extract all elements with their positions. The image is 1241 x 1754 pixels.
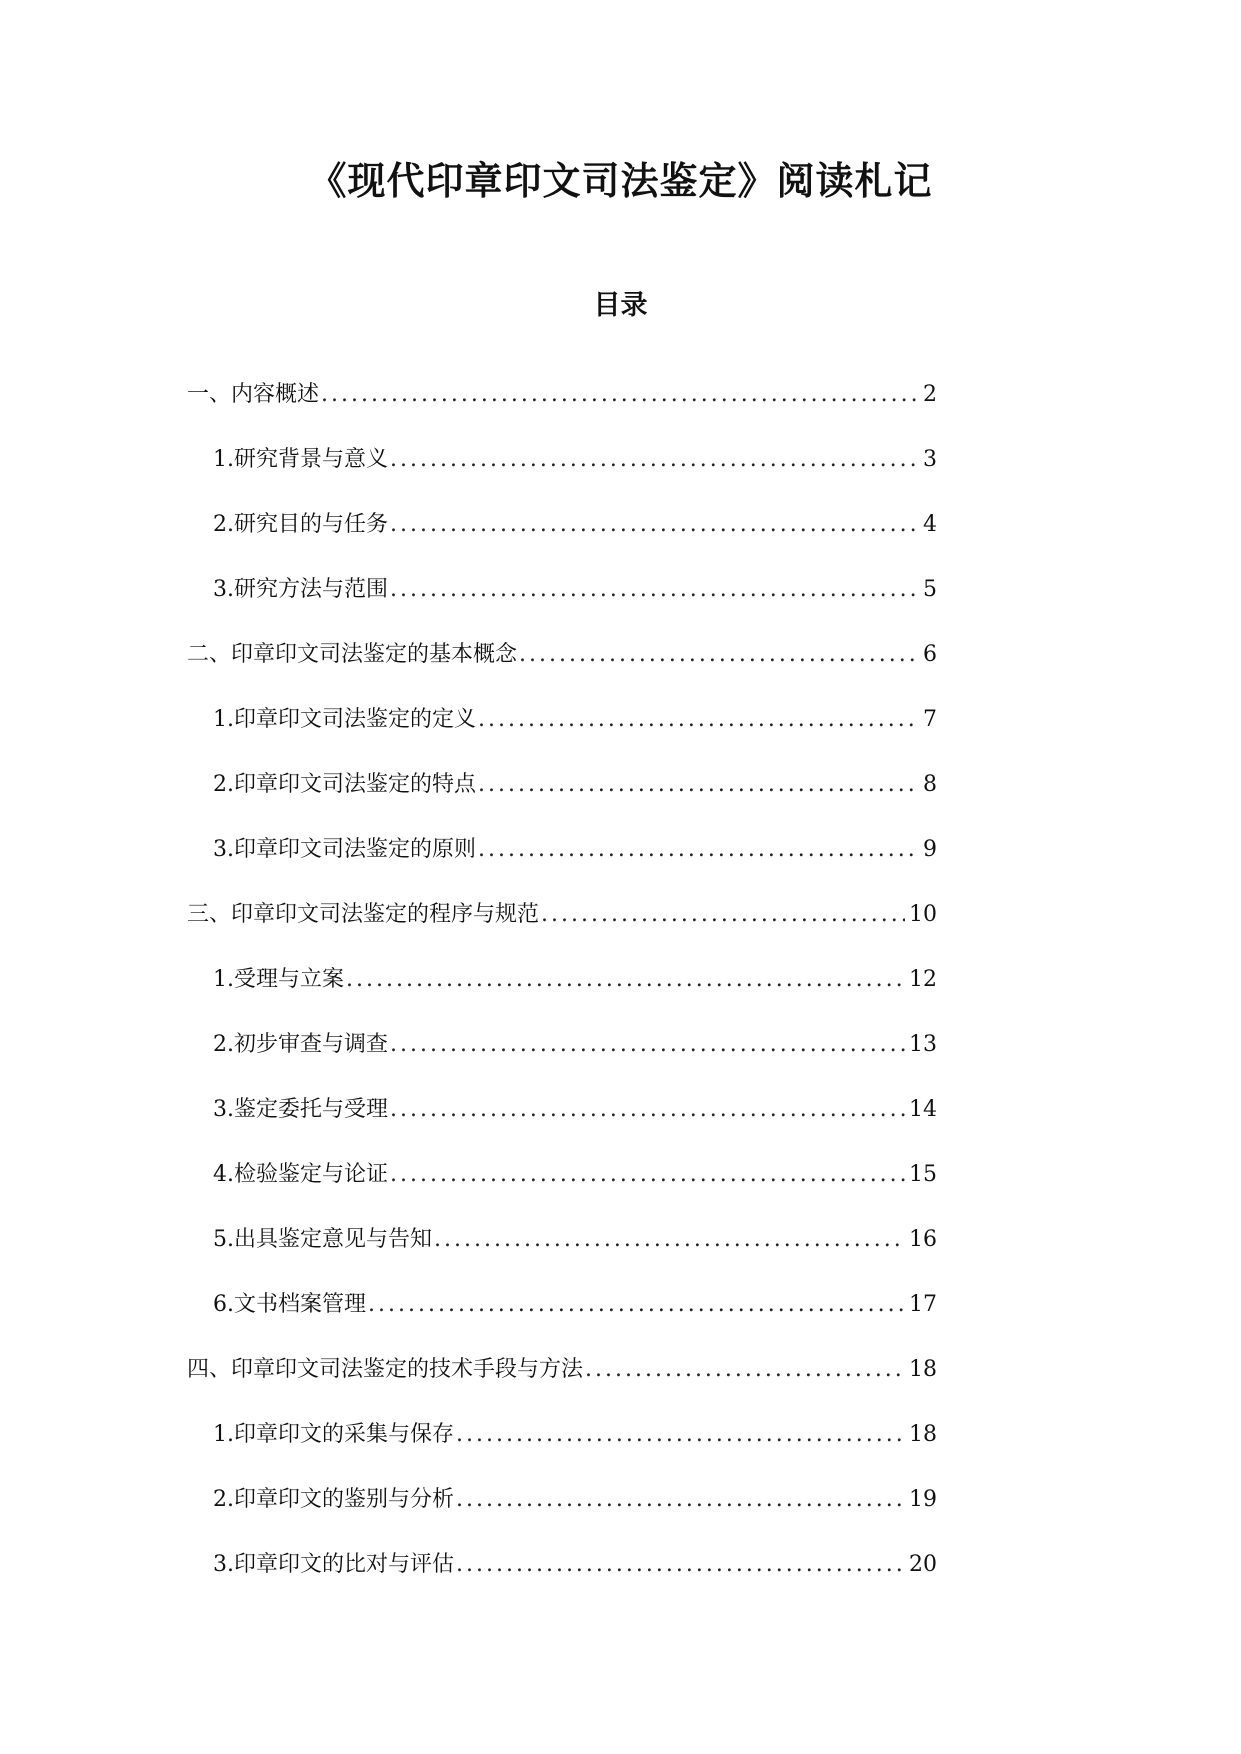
toc-dot-leader [321, 380, 919, 410]
toc-dot-leader [519, 640, 919, 670]
toc-page-number: 19 [909, 1487, 937, 1512]
toc-page-number: 13 [909, 1032, 937, 1057]
toc-entry-number: 4. [213, 1162, 234, 1187]
toc-page-number: 3 [923, 447, 937, 472]
toc-section-entry[interactable] [187, 380, 937, 445]
toc-page-number: 10 [909, 902, 937, 927]
toc-entry-number: 1. [213, 447, 234, 472]
toc-dot-leader [390, 1095, 905, 1125]
toc-page-number: 18 [909, 1422, 937, 1447]
toc-subentry[interactable] [187, 835, 937, 900]
toc-entry-label: 初步审查与调查 [234, 1032, 389, 1057]
toc-subentry[interactable] [187, 965, 937, 1030]
toc-page-number: 4 [923, 512, 937, 537]
toc-subentry[interactable] [187, 1550, 937, 1615]
toc-dot-leader [368, 1290, 905, 1320]
toc-entry-label: 印章印文司法鉴定的特点 [234, 772, 477, 797]
toc-dot-leader [478, 835, 919, 865]
toc-page-number: 20 [909, 1552, 937, 1577]
toc-entry-number: 2. [213, 1032, 234, 1057]
toc-dot-leader [390, 445, 919, 475]
toc-entry-label: 研究目的与任务 [234, 512, 389, 537]
toc-dot-leader [456, 1420, 905, 1450]
toc-page-number: 5 [923, 577, 937, 602]
toc-entry-label: 文书档案管理 [234, 1292, 367, 1317]
toc-entry-number: 3. [213, 577, 234, 602]
toc-entry-number: 2. [213, 512, 234, 537]
toc-section-entry[interactable] [187, 1355, 937, 1420]
toc-dot-leader [541, 900, 905, 930]
toc-page-number: 7 [923, 707, 937, 732]
toc-dot-leader [434, 1225, 905, 1255]
toc-section-entry[interactable] [187, 640, 937, 705]
toc-entry-number: 6. [213, 1292, 234, 1317]
toc-entry-label: 检验鉴定与论证 [234, 1162, 389, 1187]
toc-entry-number: 1. [213, 707, 234, 732]
toc-entry-number: 3. [213, 1552, 234, 1577]
toc-page-number: 15 [909, 1162, 937, 1187]
toc-entry-label: 出具鉴定意见与告知 [234, 1227, 433, 1252]
toc-subentry[interactable] [187, 770, 937, 835]
toc-entry-number: 2. [213, 772, 234, 797]
table-of-contents [187, 380, 937, 1615]
toc-dot-leader [456, 1550, 905, 1580]
toc-page-number: 8 [923, 772, 937, 797]
toc-entry-label: 印章印文的鉴别与分析 [234, 1487, 455, 1512]
toc-subentry[interactable] [187, 1160, 937, 1225]
toc-page-number: 17 [909, 1292, 937, 1317]
toc-dot-leader [478, 770, 919, 800]
toc-entry-label: 印章印文司法鉴定的定义 [234, 707, 477, 732]
toc-entry-label: 研究方法与范围 [234, 577, 389, 602]
toc-section-entry[interactable] [187, 900, 937, 965]
toc-page-number: 12 [909, 967, 937, 992]
toc-subentry[interactable] [187, 1225, 937, 1290]
toc-dot-leader [456, 1485, 905, 1515]
toc-subentry[interactable] [187, 705, 937, 770]
toc-subentry[interactable] [187, 445, 937, 510]
toc-entry-label: 四、印章印文司法鉴定的技术手段与方法 [187, 1357, 584, 1382]
toc-page-number: 2 [923, 382, 937, 407]
toc-entry-number: 3. [213, 837, 234, 862]
toc-subentry[interactable] [187, 1095, 937, 1160]
toc-page-number: 14 [909, 1097, 937, 1122]
toc-entry-label: 研究背景与意义 [234, 447, 389, 472]
document-title: 《现代印章印文司法鉴定》阅读札记 [308, 159, 933, 203]
toc-entry-number: 5. [213, 1227, 234, 1252]
toc-page-number: 6 [923, 642, 937, 667]
toc-entry-label: 印章印文的采集与保存 [234, 1422, 455, 1447]
toc-entry-label: 印章印文司法鉴定的原则 [234, 837, 477, 862]
toc-page-number: 9 [923, 837, 937, 862]
toc-dot-leader [390, 510, 919, 540]
toc-subentry[interactable] [187, 1420, 937, 1485]
toc-page-number: 16 [909, 1227, 937, 1252]
toc-dot-leader [346, 965, 905, 995]
toc-entry-label: 鉴定委托与受理 [234, 1097, 389, 1122]
toc-dot-leader [390, 1160, 905, 1190]
toc-entry-number: 2. [213, 1487, 234, 1512]
toc-entry-number: 1. [213, 967, 234, 992]
toc-subentry[interactable] [187, 1485, 937, 1550]
toc-dot-leader [585, 1355, 905, 1385]
toc-dot-leader [390, 575, 919, 605]
toc-subentry[interactable] [187, 575, 937, 640]
toc-subentry[interactable] [187, 1030, 937, 1095]
toc-entry-label: 受理与立案 [234, 967, 345, 992]
toc-entry-label: 三、印章印文司法鉴定的程序与规范 [187, 902, 540, 927]
toc-entry-label: 一、内容概述 [187, 382, 320, 407]
toc-heading: 目录 [593, 290, 648, 321]
toc-entry-label: 二、印章印文司法鉴定的基本概念 [187, 642, 518, 667]
toc-entry-label: 印章印文的比对与评估 [234, 1552, 455, 1577]
toc-dot-leader [478, 705, 919, 735]
toc-dot-leader [390, 1030, 905, 1060]
toc-subentry[interactable] [187, 1290, 937, 1355]
toc-page-number: 18 [909, 1357, 937, 1382]
toc-entry-number: 1. [213, 1422, 234, 1447]
toc-subentry[interactable] [187, 510, 937, 575]
toc-entry-number: 3. [213, 1097, 234, 1122]
